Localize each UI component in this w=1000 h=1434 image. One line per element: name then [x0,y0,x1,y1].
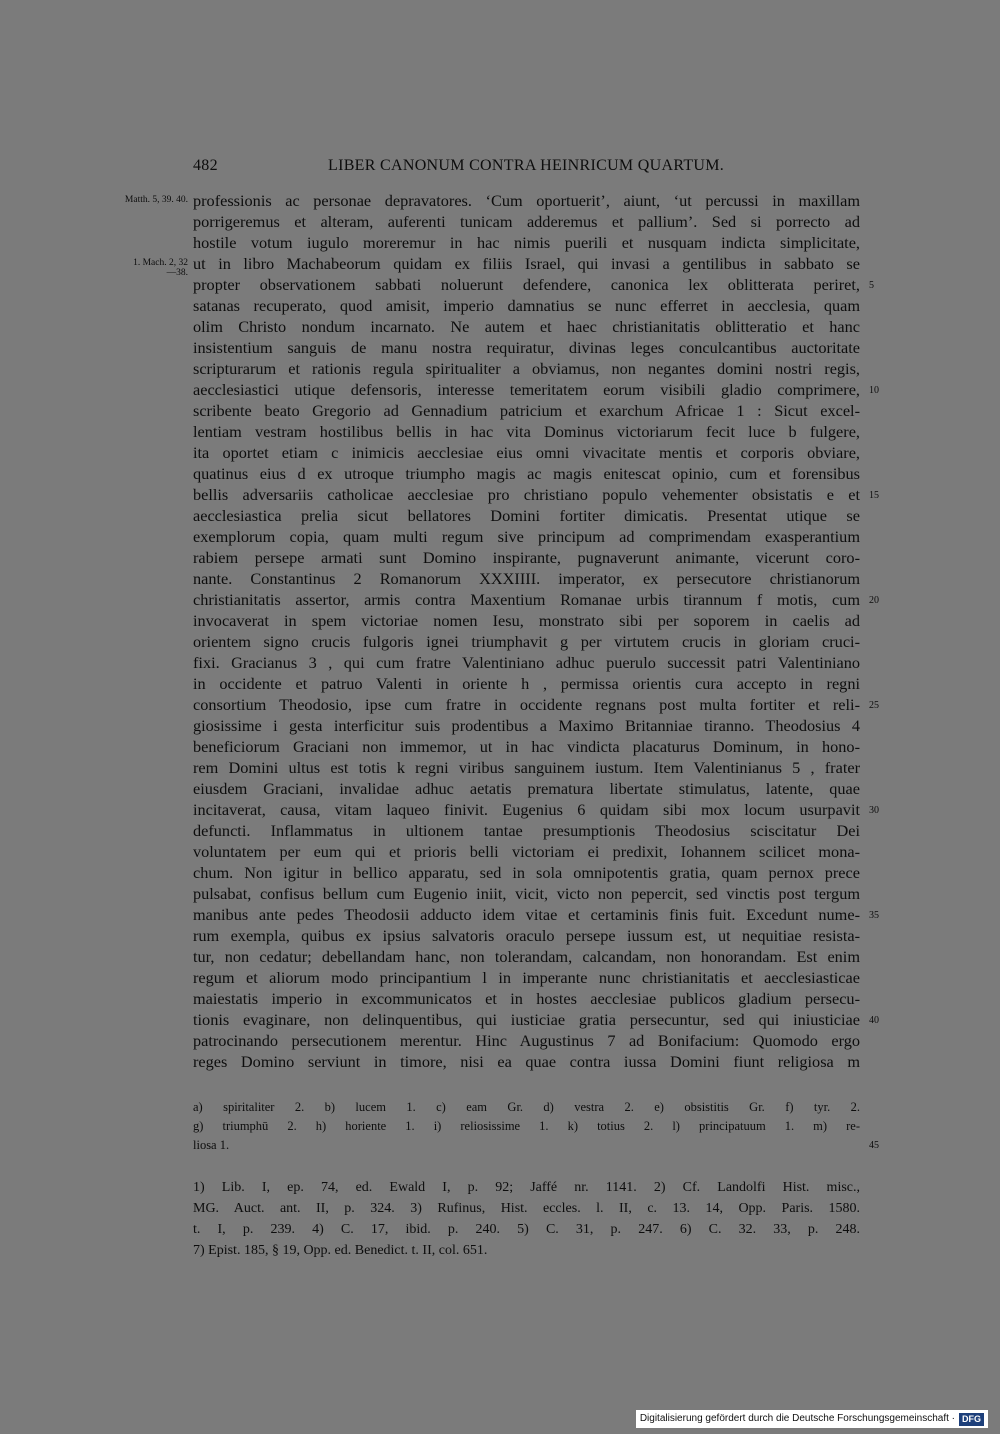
line-text: aecclesiastica prelia sicut bellatores Domini fortiter dimicatis. Presentat utique se [193,506,860,525]
line-number: 30 [869,805,879,816]
line-text: g) triumphū 2. h) horiente 1. i) reliosissime 1. k) totius 2. l) principatuum 1. m) re- [193,1119,860,1133]
line-number: 10 [869,385,879,396]
line-text: rum exempla, quibus ex ipsius salvatoris oraculo persepe iussum est, ut nequitiae resista- [193,926,860,945]
line-text: pulsabat, confisus bellum cum Eugenio iniit, vicit, victo non pepercit, sed vinctis post tergum [193,884,860,903]
line-text: chum. Non igitur in bellico apparatu, sed in sola omnipotentis gratia, quam pernox prece [193,863,860,882]
text-line [193,295,860,316]
text-line [193,526,860,547]
text-line [193,673,860,694]
line-text: orientem signo crucis fulgoris ignei triumphavit g per virtutem crucis in gloriam cruci- [193,632,860,651]
line-text: consortium Theodosio, ipse cum fratre in occidente regnans post multa fortiter et reli- [193,695,860,714]
text-line [193,652,860,673]
line-text: voluntatem per eum qui et prioris belli victoriam ei predixit, Iohannem scilicet mona- [193,842,860,861]
line-text: eiusdem Graciani, invalidae adhuc aetatis prematura libertate stimulatus, latente, quae [193,779,860,798]
text-line [193,253,860,274]
line-text: scripturarum et rationis regula spiritualiter a obviamus, non negantes domini nostri regis, [193,359,860,378]
text-line [193,337,860,358]
line-text: fixi. Gracianus 3 , qui cum fratre Valentiniano adhuc puerulo successit patri Valentiniano [193,653,860,672]
line-text: regum et aliorum modo principantium l in imperante nunc christianitatis et aecclesiasticae [193,968,860,987]
text-line [193,946,860,967]
line-text: bellis adversariis catholicae aecclesiae pro christiano populo vehementer obsistatis e et [193,485,860,504]
line-number: 45 [869,1140,879,1151]
footer-text: Digitalisierung gefördert durch die Deutsche Forschungsgemeinschaft · [639,1413,955,1424]
line-number: 35 [869,910,879,921]
line-text: christianitatis assertor, armis contra Maxentium Romanae urbis tirannum f motis, cum [193,590,860,609]
text-line [193,610,860,631]
line-text: tur, non cedatur; debellandam hanc, non tolerandam, calcandam, non honorandam. Est enim [193,947,860,966]
text-line [193,400,860,421]
variant-notes [193,1098,879,1155]
main-text [193,190,879,1072]
text-line [193,862,860,883]
line-text: a) spiritaliter 2. b) lucem 1. c) eam Gr. d) vestra 2. e) obsistitis Gr. f) tyr. 2. [193,1100,860,1114]
line-text: ita oportet etiam c inimicis aecclesiae eius omni vivacitate mentis et corporis obviare, [193,443,860,462]
text-line [193,211,860,232]
dfg-logo: DFG [959,1413,984,1426]
line-number: 20 [869,595,879,606]
line-text: propter observationem sabbati noluerunt defendere, canonica lex oblitterata periret, [193,275,860,294]
text-line [193,463,860,484]
text-line [193,232,860,253]
reference-line: 1) Lib. I, ep. 74, ed. Ewald I, p. 92; Jaffé nr. 1141. 2) Cf. Landolfi Hist. misc., [193,1180,860,1195]
line-text: lentiam vestram hostilibus bellis in hac vita Dominus victoriarum fecit luce b fulgere, [193,422,860,441]
text-line [193,505,860,526]
text-line [193,820,860,841]
margin-ref-matthew: Matth. 5, 39. 40. [124,195,188,205]
page-number: 482 [193,157,218,174]
line-text: rabiem persepe armati sunt Domino inspirante, pugnaverunt animante, vicerunt coro- [193,548,860,567]
text-line [193,757,860,778]
line-text: scribente beato Gregorio ad Gennadium patricium et exarchum Africae 1 : Sicut excel- [193,401,860,420]
line-number: 40 [869,1015,879,1026]
line-text: maiestatis imperio in excommunicatos et in hostes aecclesiae publicos gladium persecu- [193,989,860,1008]
text-line [193,316,860,337]
text-line [193,358,860,379]
text-line [193,421,860,442]
line-text: professionis ac personae depravatores. ‘Cum oportuerit’, aiunt, ‘ut percussi in maxillam [193,191,860,210]
reference-line: t. I, p. 239. 4) C. 17, ibid. p. 240. 5) C. 31, p. 247. 6) C. 32. 33, p. 248. [193,1222,860,1237]
text-line [193,1051,860,1072]
text-line [193,883,860,904]
running-title: LIBER CANONUM CONTRA HEINRICUM QUARTUM. [328,157,725,174]
line-text: rem Domini ultus est totis k regni viribus sanguinem iustum. Item Valentinianus 5 , frater [193,758,860,777]
line-text: exemplorum copia, quam multi regum sive principum ad comprimendam exasperantium [193,527,860,546]
text-line [193,736,860,757]
line-text: insistentium sanguis de manu nostra requiratur, divinas leges conculcantibus auctoritate [193,338,860,357]
line-text: beneficiorum Graciani non immemor, ut in hac vindicta placaturus Dominum, in hono- [193,737,860,756]
source-references [193,1177,860,1261]
text-line [193,1117,860,1136]
line-text: defuncti. Inflammatus in ultionem tantae presumptionis Theodosius sciscitatur Dei [193,821,860,840]
text-line [193,694,879,715]
line-text: satanas recuperato, quod amisit, imperio damnatius se nunc efferret in aecclesia, quam [193,296,860,315]
line-text: invocaverat in spem victoriae nomen Iesu, monstrato sibi per soporem in caelis ad [193,611,860,630]
line-text: liosa 1. [193,1138,230,1152]
line-text: ut in libro Machabeorum quidam ex filiis Israel, qui invasi a gentilibus in sabbato se [193,254,860,273]
text-line [193,715,860,736]
text-line [193,904,879,925]
line-number: 15 [869,490,879,501]
line-text: porrigeremus et alteram, auferenti tunicam adderemus et pallium’. Sed si porrecto ad [193,212,860,231]
text-line [193,967,860,988]
text-line [193,799,879,820]
line-text: nante. Constantinus 2 Romanorum XXXIIII. imperator, ex persecutore christianorum [193,569,860,588]
reference-line: 7) Epist. 185, § 19, Opp. ed. Benedict. t. II, col. 651. [193,1243,488,1258]
line-number: 5 [869,280,874,291]
line-text: in occidente et patruo Valenti in oriente h , permissa orientis cura accepto in regni [193,674,860,693]
line-text: olim Christo nondum incarnato. Ne autem et haec christianitatis oblitteratio et hanc [193,317,860,336]
line-text: quatinus eius d ex utroque triumpho magis ac magis enitescat opinio, cum et forensibus [193,464,860,483]
reference-line: MG. Auct. ant. II, p. 324. 3) Rufinus, Hist. eccles. l. II, c. 13. 14, Opp. Paris. 1580. [193,1201,860,1216]
text-line [193,190,860,211]
text-line [193,1030,860,1051]
line-text: patrocinando persecutionem merentur. Hinc Augustinus 7 ad Bonifacium: Quomodo ergo [193,1031,860,1050]
text-line [193,1136,879,1155]
dfg-footer [636,1410,988,1428]
text-line [193,1009,879,1030]
line-text: aecclesiastici utique defensoris, interesse temeritatem eorum visibili gladio comprimere, [193,380,860,399]
text-line [193,631,860,652]
text-line [193,988,860,1009]
line-text: giosissime i gesta interficitur suis prodentibus a Maximo Britanniae tiranno. Theodosius 4 [193,716,860,735]
text-line [193,274,874,295]
margin-ref-machabees: 1. Mach. 2, 32—38. [133,258,188,278]
line-text: tionis evaginare, non delinquentibus, qui iusticiae gratia persecuntur, sed qui iniusticiae [193,1010,860,1029]
line-text: incitaverat, causa, vitam laqueo finivit. Eugenius 6 quidam sibi mox locum usurpavit [193,800,860,819]
text-line [193,547,860,568]
text-line [193,568,860,589]
text-line [193,442,860,463]
text-line [193,1098,860,1117]
text-line [193,925,860,946]
line-text: reges Domino serviunt in timore, nisi ea quae contra iussa Domini fiunt religiosa m [193,1052,860,1071]
line-number: 25 [869,700,879,711]
text-line [193,379,879,400]
text-line [193,778,860,799]
line-text: manibus ante pedes Theodosii adducto idem vitae et certaminis finis fuit. Excedunt nume- [193,905,860,924]
line-text: hostile votum iugulo moreremur in hac nimis puerili et nusquam indicta simplicitate, [193,233,860,252]
text-line [193,484,879,505]
text-line [193,841,860,862]
text-line [193,589,879,610]
